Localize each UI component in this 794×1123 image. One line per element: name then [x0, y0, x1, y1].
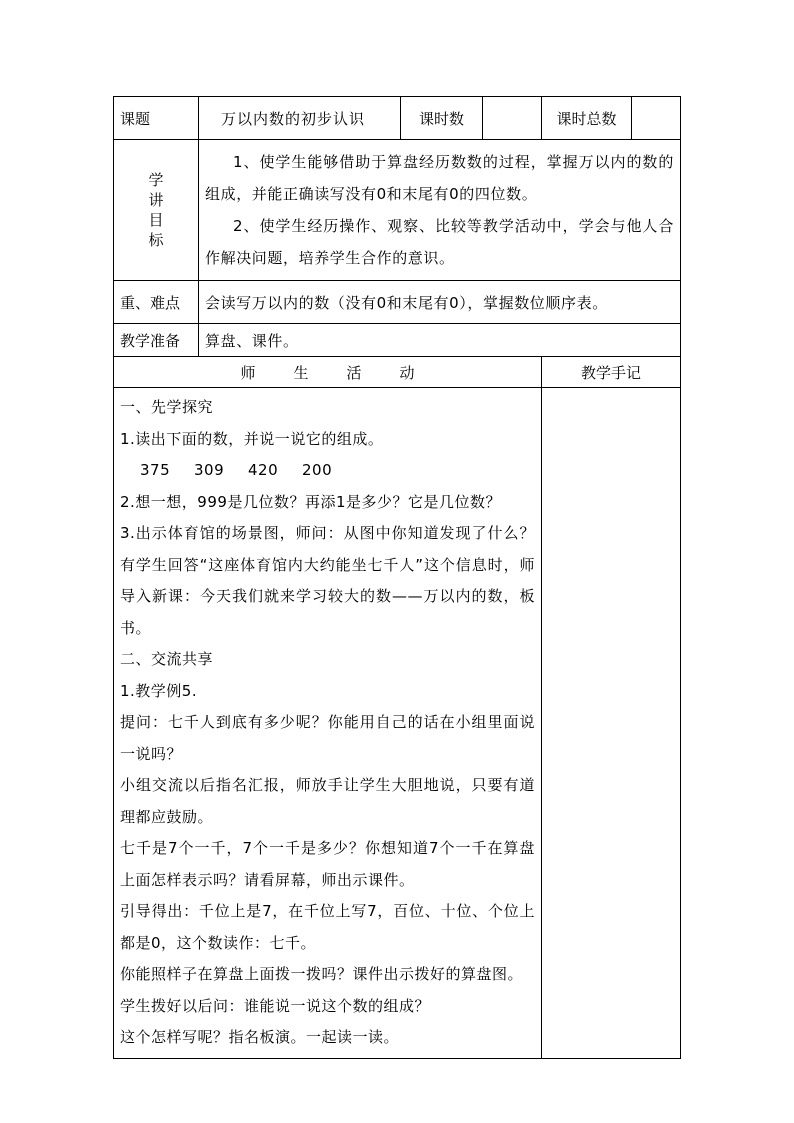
total-hours-label: 课时总数 [542, 97, 632, 140]
notes-content [542, 388, 681, 1059]
hours-value [483, 97, 542, 140]
activity-line: 2.想一想，999是几位数？再添1是多少？它是几位数？ [120, 492, 501, 511]
activity-line: 这个怎样写呢？指名板演。一起读一读。 [120, 1028, 400, 1046]
objective-paragraph: 1、使学生能够借助于算盘经历数数的过程，掌握万以内的数的组成，并能正确读写没有0和末尾有0的四位数。 [205, 153, 674, 203]
objectives-label-char: 目 [148, 211, 164, 229]
activity-line: 1.读出下面的数，并说一说它的组成。 [120, 429, 384, 448]
activity-line: 引导得出：千位上是7，在千位上写7，百位、十位、个位上都是0，这个数读作：七千。 [120, 902, 535, 952]
number-item: 420 [248, 461, 279, 479]
objectives-label [114, 140, 199, 281]
key-points-label: 重、难点 [114, 281, 199, 324]
activity-row [114, 388, 681, 1059]
lesson-plan-table [113, 96, 681, 1059]
section-heading: 二、交流共享 [120, 650, 214, 668]
number-item: 200 [302, 461, 333, 479]
total-hours-value [632, 97, 681, 140]
activity-header: 师生活动 [114, 357, 542, 388]
preparation-text: 算盘、课件。 [199, 324, 681, 357]
objective-paragraph: 2、使学生经历操作、观察、比较等教学活动中，学会与他人合作解决问题，培养学生合作的意识。 [205, 217, 674, 267]
key-points-row [114, 281, 681, 324]
hours-label: 课时数 [401, 97, 483, 140]
objectives-label-char: 讲 [148, 191, 164, 209]
activity-line: 七千是7个一千，7个一千是多少？你想知道7个一千在算盘上面怎样表示吗？请看屏幕，师出示课件。 [120, 839, 535, 889]
objectives-label-char: 学 [148, 171, 164, 189]
activity-header-row [114, 357, 681, 388]
activity-line: 提问：七千人到底有多少呢？你能用自己的话在小组里面说一说吗？ [120, 713, 535, 763]
section-heading: 一、先学探究 [120, 398, 214, 416]
number-item: 375 [140, 461, 171, 479]
objectives-label-char: 标 [148, 231, 164, 249]
preparation-label: 教学准备 [114, 324, 199, 357]
activity-line: 你能照样子在算盘上面拨一拨吗？课件出示拨好的算盘图。 [120, 965, 524, 983]
activity-line: 小组交流以后指名汇报，师放手让学生大胆地说，只要有道理都应鼓励。 [120, 776, 535, 826]
activity-line: 学生拨好以后问：谁能说一说这个数的组成？ [120, 996, 431, 1015]
key-points-text: 会读写万以内的数（没有0和末尾有0），掌握数位顺序表。 [199, 281, 681, 324]
title-value: 万以内数的初步认识 [199, 97, 401, 140]
activity-line: 1.教学例5. [120, 681, 198, 700]
preparation-row [114, 324, 681, 357]
title-row [114, 97, 681, 140]
number-item: 309 [194, 461, 225, 479]
number-list [120, 455, 535, 487]
objectives-content [199, 140, 681, 281]
activity-content [114, 388, 542, 1059]
activity-line: 3.出示体育馆的场景图，师问：从图中你知道发现了什么？有学生回答“这座体育馆内大约能坐七千人”这个信息时，师导入新课：今天我们就来学习较大的数——万以内的数，板书。 [120, 524, 535, 637]
notes-header: 教学手记 [542, 357, 681, 388]
objectives-row [114, 140, 681, 281]
title-label: 课题 [114, 97, 199, 140]
